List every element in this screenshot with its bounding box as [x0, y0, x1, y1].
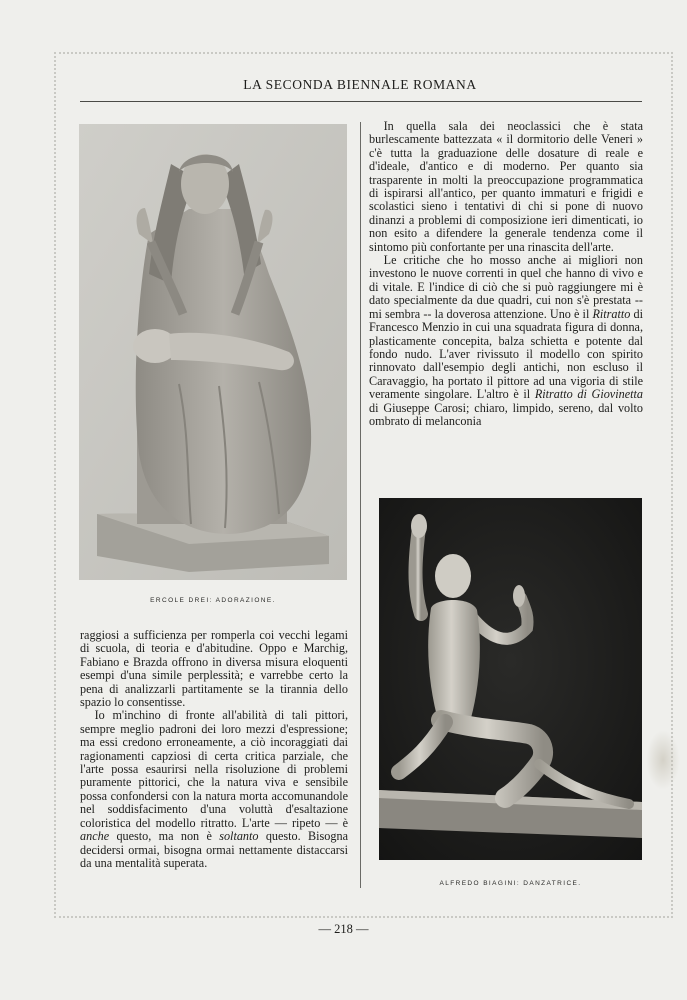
photo-madonna-adorazione: [79, 124, 347, 580]
caption-danzatrice: ALFREDO BIAGINI: DANZATRICE.: [439, 880, 582, 887]
photo-danzatrice: [379, 498, 642, 860]
paper-stain: [646, 730, 680, 790]
dancer-sculpture-illustration: [379, 498, 642, 860]
madonna-sculpture-illustration: [79, 124, 347, 580]
column-rule: [360, 122, 361, 888]
paragraph: Io m'inchino di fronte all'abilità di tali pittori, sempre meglio padroni dei loro mezzi d'espressione; ma essi credono erroneamente, a ciò incoraggiati dai ragionamenti capziosi di certa critica parziale, che l'arte possa esaurirsi nella risoluzione di problemi puramente pittorici, che la natura viva e sensibile possa confondersi con la natura morta accomunandole nel soddisfacimento d'una voluttà d'esaltazione coloristica del modello ritratto. L'arte — ripeto — è anche questo, ma non è soltanto questo. Bisogna decidersi ormai, bisogna ormai nettamente distaccarsi da una mentalità superata.: [80, 708, 348, 870]
paragraph: Le critiche che ho mosso anche ai migliori non investono le nuove correnti in quel che hanno di vivo e di vitale. E l'indice di ciò che si può raggiungere mi è dato specialmente da due quadri, cui non s'è prestata -- mi sembra -- la doverosa attenzione. Uno è il Ritratto di Francesco Menzio in cui una squadrata figura di donna, plasticamente concepita, balza schietta e potente dal fondo nudo. L'aver rivissuto il modello con spirito rinnovato dall'esempio degli antichi, non escluso il Caravaggio, ha portato il pittore ad una vigoria di stile veramente singolare. L'altro è il Ritratto di Giovinetta di Giuseppe Carosi; chiaro, limpido, sereno, dal volto ombrato di melanconia: [369, 253, 644, 428]
header-rule: [80, 101, 642, 102]
caption-adorazione: ERCOLE DREI: ADORAZIONE.: [150, 597, 276, 604]
running-head: LA SECONDA BIENNALE ROMANA: [243, 77, 477, 92]
paragraph: raggiosi a sufficienza per romperla coi vecchi legami di scuola, di teoria e d'abitudine. Oppo e Marchig, Fabiano e Brazda offrono in diversa misura eloquenti esempi d'una simile perplessità; e varrebbe certo la pena di analizzarli partitamente se la tirannia dello spazio lo consentisse.: [80, 628, 348, 710]
paragraph: In quella sala dei neoclassici che è stata burlescamente battezzata « il dormitorio delle Veneri » c'è tutta la graduazione delle dosature di reale e d'ideale, d'antico e di moderno. Per quanto sia trasparente in molti la preoccupazione programmatica di ispirarsi all'antico, per quanto immaturi e frigidi e scolastici sieno i tentativi di chi si pone di nuovo dinanzi a problemi di composizione ieri dimenticati, io non esito a difendere la generale tendenza come il sintomo più confortante per una rinascita dell'arte.: [369, 119, 643, 254]
page-number: — 218 —: [318, 922, 369, 936]
right-column-text: [369, 120, 643, 428]
left-column-text: [80, 629, 348, 870]
